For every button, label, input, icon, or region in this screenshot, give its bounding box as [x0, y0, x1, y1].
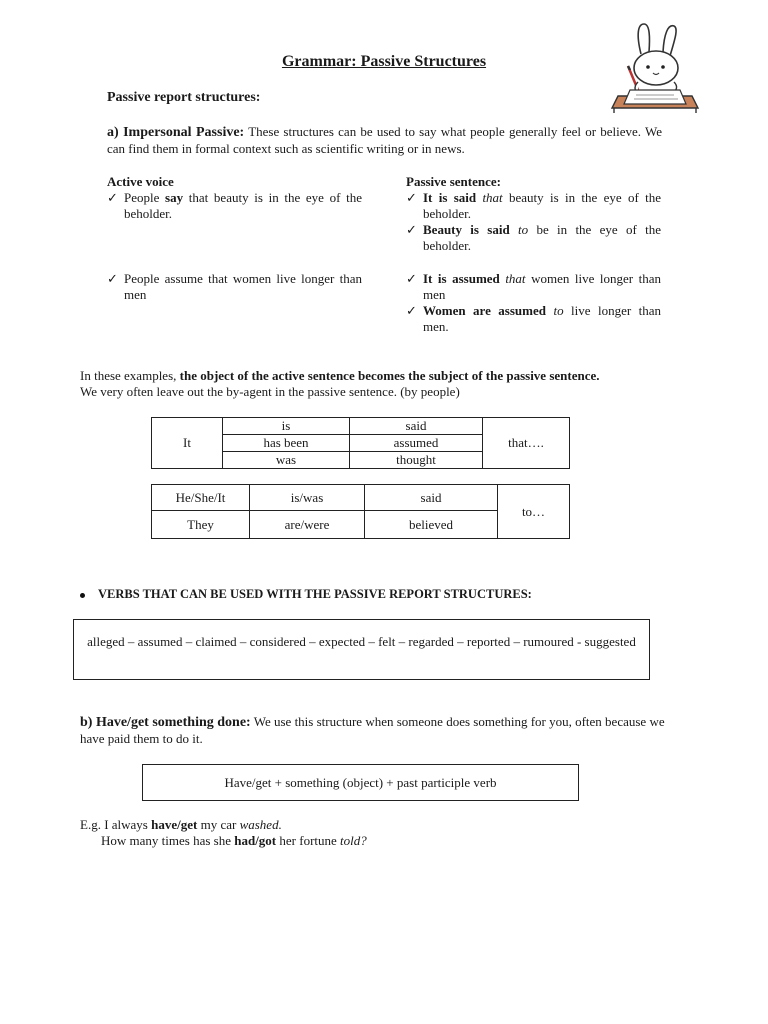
- check-icon: ✓: [406, 222, 417, 237]
- table-cell: are/were: [250, 511, 365, 539]
- active-examples-2: [107, 271, 362, 303]
- section-b-intro: We use this structure when someone does something for you, often because we have paid them to do it.: [80, 714, 665, 746]
- rabbit-writing-icon: [608, 18, 700, 114]
- check-icon: ✓: [107, 271, 118, 286]
- section-a-intro: These structures can be used to say what people generally feel or believe. We can find them in formal context such as scientific writing or in news.: [107, 124, 663, 156]
- bullet-icon: [80, 593, 85, 598]
- passive-examples-2: [406, 271, 661, 335]
- table-cell: is: [223, 418, 350, 435]
- subject-structure-table: [151, 484, 570, 539]
- example-2: How many times has she had/got her fortune told?: [101, 833, 367, 848]
- list-item: ✓ Women are assumed to live longer than men.: [406, 303, 662, 334]
- section-a-heading: a) Impersonal Passive:: [107, 125, 245, 140]
- active-examples-1: [107, 190, 362, 222]
- active-voice-heading: Active voice: [107, 174, 174, 189]
- check-icon: ✓: [406, 190, 417, 205]
- table-cell: He/She/It: [152, 485, 250, 511]
- example-1: E.g. I always have/get my car washed.: [80, 817, 282, 832]
- table-cell: was: [223, 452, 350, 469]
- section-b-heading: b) Have/get something done:: [80, 715, 251, 730]
- it-structure-table: [151, 417, 570, 469]
- explanation-paragraph: In these examples, the object of the active sentence becomes the subject of the passive sentence. We very often leave out the by-agent in the passive sentence. (by people): [80, 368, 600, 399]
- passive-examples-1: [406, 190, 661, 254]
- list-item: ✓ It is assumed that women live longer than men: [406, 271, 661, 302]
- table-cell: said: [350, 418, 483, 435]
- formula-box: [142, 764, 579, 801]
- verbs-heading: VERBS THAT CAN BE USED WITH THE PASSIVE REPORT STRUCTURES:: [80, 587, 532, 602]
- list-item: ✓ Beauty is said to be in the eye of the beholder.: [406, 222, 662, 253]
- table-cell: said: [365, 485, 498, 511]
- check-icon: ✓: [107, 190, 118, 205]
- list-item: ✓ It is said that beauty is in the eye of the beholder.: [406, 190, 661, 221]
- list-item: ✓ People assume that women live longer than men: [107, 271, 362, 302]
- verbs-list: alleged – assumed – claimed – considered – expected – felt – regarded – reported – rumoured - suggested: [87, 634, 636, 649]
- table-cell: is/was: [250, 485, 365, 511]
- table-cell: that….: [483, 418, 570, 469]
- check-icon: ✓: [406, 303, 417, 318]
- table-cell: They: [152, 511, 250, 539]
- list-item: ✓ People say that beauty is in the eye of the beholder.: [107, 190, 362, 221]
- section-subtitle: Passive report structures:: [107, 90, 261, 105]
- page-title: Grammar: Passive Structures: [281, 53, 487, 70]
- section-b-paragraph: [80, 714, 692, 747]
- table-cell: believed: [365, 511, 498, 539]
- check-icon: ✓: [406, 271, 417, 286]
- table-cell: thought: [350, 452, 483, 469]
- table-cell: assumed: [350, 435, 483, 452]
- passive-sentence-heading: Passive sentence:: [406, 174, 501, 189]
- table-cell: to…: [498, 485, 570, 539]
- formula-text: Have/get + something (object) + past participle verb: [224, 775, 497, 790]
- table-cell: It: [152, 418, 223, 469]
- table-cell: has been: [223, 435, 350, 452]
- verbs-box: [73, 619, 650, 680]
- section-a-paragraph: [107, 124, 662, 157]
